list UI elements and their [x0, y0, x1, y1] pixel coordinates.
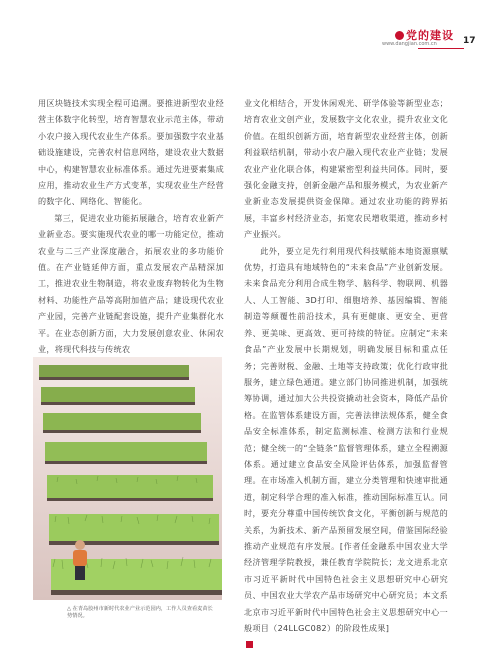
article-end-mark-icon — [246, 641, 253, 648]
page-number: 17 — [463, 36, 476, 46]
right-text-column — [244, 95, 448, 653]
paragraph: 业文化相结合，开发休闲观光、研学体验等新型业态；培育农业文创产业，发展数字文化农业，提升农业文化价值。在组织创新方面，培育新型农业经营主体，创新利益联结机制，带动小农户融入现代农业产业链；发展农业产业化联合体，构建紧密型利益共同体。同时，要强化金融支持，创新金融产品和服务模式，为农业新产业新业态发展提供资金保障。通过农业功能的跨界拓展，丰富乡村经济业态，拓宽农民增收渠道，推动乡村产业振兴。 — [244, 98, 448, 240]
left-text-column — [38, 95, 224, 358]
header-rule — [418, 48, 464, 49]
site-url: www.dangjian.com.cn — [382, 41, 437, 47]
greenhouse-photo — [33, 357, 222, 600]
paragraph: 此外，要立足先行利用现代科技赋能本地资源禀赋优势，打造具有地域特色的“未来食品”产业创新发展。未来食品充分利用合成生物学、脑科学、物联网、机器人、人工智能、3D打印、细胞培养、基因编辑、智能制造等颠覆性前沿技术，具有更健康、更安全、更营养、更美味、更高效、更可持续的特征。应制定“未来食品”产业发展中长期规划，明确发展目标和重点任务；完善财税、金融、土地等支持政策；优化行政审批服务，建立绿色通道。建立部门协同推进机制，加强统筹协调，通过加大公共投资撬动社会资本，降低产品价格。在监管体系建设方面，完善法律法规体系，健全食品安全标准体系，制定监测标准、检测方法和行业规范；健全统一的“全链条”监督管理体系，建立全程溯源体系。通过建立食品安全风险评估体系，加强监督管理。在市场准入机制方面，建立分类管理和快速审批通道，制定科学合理的准入标准，推动国际标准互认。同时，要充分尊重中国传统饮食文化，平衡创新与规范的关系，为新技术、新产品预留发展空间，借鉴国际经验推动产业规范有序发展。[作者任金融系中国农业大学经济管理学院教授，兼任教育学院院长；龙文进系北京市习近平新时代中国特色社会主义思想研究中心研究员、中国农业大学农产品市场研究中心研究员；本文系北京市习近平新时代中国特色社会主义思想研究中心一般项目（24LLGC082）的阶段性成果] — [244, 245, 448, 633]
photo-caption: △ 在青岛胶州市新时代农业产业示范园内，工作人员查看麦苗长势情况。 — [67, 606, 213, 619]
page-header — [0, 0, 484, 55]
logo-emblem-icon — [395, 31, 404, 40]
photo-illustration — [33, 357, 222, 600]
paragraph: 第三，促进农业功能拓展融合，培育农业新产业新业态。要实施现代农业的哪一功能定位，推动农业与二三产业深度融合，拓展农业的多功能价值。在产业链延伸方面，重点发展农产品精深加工，推进农业生物制造，将农业废弃物转化为生物材料、功能性产品等高附加值产品；建设现代农业产业园，完善产业链配套设施，提升产业集群化水平。在业态创新方面，大力发展创意农业、休闲农业，将现代科技与传统农 — [38, 212, 224, 355]
paragraph: 用区块链技术实现全程可追溯。要推进新型农业经营主体数字化转型，培育智慧农业示范主体，带动小农户接入现代农业生产体系。要加强数字农业基础设施建设，完善农村信息网络，建设农业大数据中心，构建智慧农业标准体系。通过先进要素集成应用，推动农业生产方式变革，实现农业生产经营的数字化、网络化、智能化。 — [38, 98, 224, 207]
logo-text: 党的建设 — [406, 29, 454, 42]
